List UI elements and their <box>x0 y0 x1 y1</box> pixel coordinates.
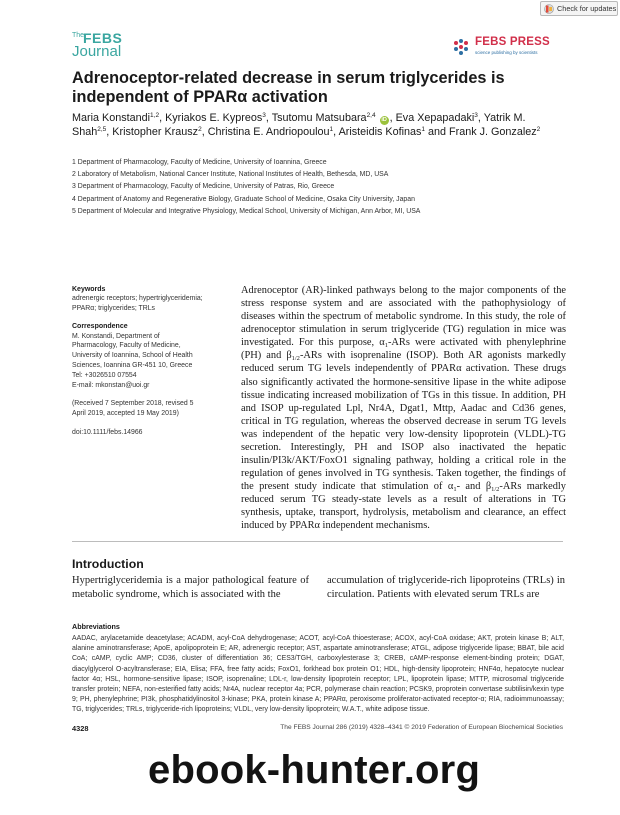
abstract-subscript: 1 <box>384 342 388 350</box>
article-title <box>72 69 562 106</box>
author-affiliation-sup: 3 <box>474 112 478 119</box>
abstract-part: -ARs were activated with phenylephrine (PH) and β <box>241 337 566 362</box>
check-for-updates-button[interactable] <box>540 1 618 16</box>
introduction-column-right: accumulation of triglyceride-rich lipoproteins (TRLs) in circulation. Patients with elevated serum TRLs are <box>327 575 565 600</box>
orcid-icon[interactable]: iD <box>381 117 387 123</box>
febs-journal-logo <box>72 30 144 62</box>
affiliation-item: 1 Department of Pharmacology, Faculty of Medicine, University of Ioannina, Greece <box>72 159 327 166</box>
febs-press-name: FEBS PRESS <box>475 36 550 48</box>
introduction-column-left: Hypertriglyceridemia is a major pathological feature of metabolic syndrome, which is associated with the <box>72 575 309 600</box>
author-affiliation-sup: 2,5 <box>97 126 107 134</box>
title-alpha: α <box>237 87 248 106</box>
author-affiliation-sup: 2 <box>198 126 202 134</box>
check-updates-label: Check for updates <box>557 4 617 13</box>
correspondence-heading: Correspondence <box>72 322 128 330</box>
author-list: Maria Konstandi$^{1,2}$, Kyriakos E. Kypreos$^3$, Tsutomu Matsubara$^{2,4}$ iD , Eva Xepapadaki$^3$, Yatrik M. Shah$^{2,5}$, Kristopher Krausz$^2$, Christina E. Andriopoulou$^1$, Aristeidis Kofinas$^1$ and Frank J. Gonzalez$^2$ <box>72 112 541 139</box>
affiliation-item: 5 Department of Molecular and Integrative Physiology, Medical School, University of Michigan, Ann Arbor, MI, USA <box>72 207 421 215</box>
abstract-subscript: 1/2 <box>491 486 500 494</box>
affiliation-item: 4 Department of Anatomy and Regenerative Biology, Graduate School of Medicine, Osaka City University, Japan <box>72 195 415 203</box>
section-divider <box>72 541 563 542</box>
author-name: Christina E. Andriopoulou <box>207 126 330 139</box>
keywords-heading: Keywords <box>72 286 106 293</box>
title-line2-end: activation <box>247 87 328 106</box>
logo-the: The <box>72 32 85 39</box>
keywords-text: adrenergic receptors; hypertriglyceridemia; PPARα; triglycerides; TRLs <box>72 295 203 312</box>
febs-press-dots-icon <box>452 37 472 57</box>
author-name: Aristeidis Kofinas <box>338 126 422 139</box>
author-affiliation-sup: 1,2 <box>150 112 160 119</box>
correspondence-line: Pharmacology, Faculty of Medicine, <box>72 342 181 350</box>
correspondence-line: Tel: +3026510 07554 <box>72 371 137 379</box>
correspondence-line: M. Konstandi, Department of <box>72 332 160 340</box>
author-affiliation-sup: 1 <box>329 126 334 134</box>
abbreviations-text: AADAC, arylacetamide deacetylase; ACADM, acyl-CoA dehydrogenase; ACOT, acyl-CoA thioesterase; ACOX, acyl-CoA oxidase; AKT, protein kinase B; ALT, alanine aminotransferase; ApoE, apolipoprotein E; AR, adrenergic receptor; AST, aspartate aminotransferase; ATGL, adipose triglyceride lipase; BBAT, bile acid CoA; cAMP, cyclic AMP; CD36, cluster of differentiation 36; CES3/TGH, carboxylesterase 3; CREB, cAMP-response element-binding protein; DGAT, diacylglycerol O-acyltransferase; EIA, Elisa; FFA, free fatty acids; FoxO1, forkhead box protein O1; HDL, high-density lipoprotein; HNF4α, hepatocyte nuclear factor 4α; HSL, hormone-sensitive lipase; ISOP, isoprenaline; LDL-r, low-density lipoprotein receptor; LPL, lipoprotein lipase; MTTP, microsomal triglyceride transfer protein; NEFA, non-esterified fatty acids; Nr4A, nuclear receptor 4a; PCR, polymerase chain reaction; PCSK9, proprotein convertase subtilisin/kexin type 9; PH, phenylephrine; PI3k, phosphatidylinositol 3-kinase; PKA, protein kinase A; PPARα, peroxisome proliferator-activated receptor-α; RIA, radioimmunoassay; TG, triglycerides; TRLs, triglyceride-rich lipoproteins; VLDL, very low-density lipoprotein; W.A.T., white adipose tissue. <box>72 635 564 714</box>
author-name: Maria Konstandi <box>72 112 151 124</box>
author-name: Tsutomu Matsubara <box>271 112 367 124</box>
febs-press-logo <box>452 36 562 60</box>
abstract-part: Adrenoceptor (AR)-linked pathways belong to the major components of the stress response system and are associated with the pathophysiology of diseases within the spectrum of metabolic syndrome. In this study, the role of adrenoceptor stimulation in serum triglyceride (TG) regulation in mice was investigated. For this purpose, α <box>241 285 566 349</box>
abstract-subscript: 1/2 <box>291 355 300 363</box>
author-name: Frank J. Gonzalez <box>449 126 537 139</box>
watermark: ebook-hunter.org <box>148 748 481 792</box>
title-line2: independent of PPAR <box>72 87 238 106</box>
affiliation-item: 3 Department of Pharmacology, Faculty of Medicine, University of Patras, Rio, Greece <box>72 183 335 191</box>
received-dates <box>72 399 222 419</box>
introduction-heading: Introduction <box>72 557 144 571</box>
author-name: Kristopher Krausz <box>112 126 199 139</box>
logo-journal: Journal <box>72 43 122 60</box>
logo-febs: FEBS <box>83 30 123 46</box>
correspondence-line: University of Ioannina, School of Health <box>72 352 193 360</box>
doi-link[interactable]: doi:10.1111/febs.14966 <box>72 428 143 436</box>
author-name: Eva Xepapadaki <box>395 112 475 124</box>
abstract-part: -ARs markedly reduced serum TG steady-state levels as a result of alterations in TG synthesis, uptake, transport, hydrolysis, metabolism and clearance, an effect induced by PPARα independent mechanisms. <box>241 481 566 532</box>
dates-line: April 2019, accepted 19 May 2019) <box>72 410 179 418</box>
author-name: Kyriakos E. Kypreos <box>165 112 263 124</box>
abstract-text <box>241 284 566 532</box>
author-affiliation-sup: 1 <box>421 126 426 134</box>
correspondence-line: Sciences, Ioannina GR-451 10, Greece <box>72 361 193 369</box>
febs-press-tagline: science publishing by scientists <box>475 50 538 55</box>
dates-line: (Received 7 September 2018, revised 5 <box>72 400 194 408</box>
crossmark-icon <box>544 4 554 14</box>
abbreviations-heading: Abbreviations <box>72 622 120 631</box>
affiliation-list <box>72 157 572 218</box>
correspondence-email: E-mail: mkonstan@uoi.gr <box>72 381 150 389</box>
author-affiliation-sup: 3 <box>262 112 266 119</box>
title-line1: Adrenoceptor-related decrease in serum triglycerides is <box>72 69 505 87</box>
author-affiliation-sup: 2 <box>536 126 541 134</box>
article-sidebar <box>72 285 222 438</box>
correspondence-block <box>72 332 222 391</box>
author-affiliation-sup: 2,4 <box>366 112 376 119</box>
abstract-part: -ARs with isoprenaline (ISOP). Both AR agonists markedly reduced serum TG levels independently of PPARα activation. These drugs also significantly activated the hormone-sensitive lipase in the white adipose tissue indicating increased mobilization of TGs in this tissue. In addition, PH and ISOP up-regulated Lpl, Nr4A, Dgat1, Mttp, Aadac and Cd36 genes, critical in TG regulation, whereas the observed decrease in serum TG levels was independent of the hepatic very low-density lipoprotein (VLDL)-TG secretion. Interestingly, PH and ISOP also inactivated the hepatic insulin/PI3k/AKT/FoxO1 signaling pathway, holding a critical role in the regulation of genes involved in TG synthesis. Taken together, the findings of the present study indicate that stimulation of α <box>241 350 566 493</box>
author-name: Yatrik M. Shah <box>72 112 526 139</box>
abstract-subscript: 1 <box>453 486 457 494</box>
footer-citation: The FEBS Journal 286 (2019) 4328–4341 © 2019 Federation of European Biochemical Societies <box>280 724 563 731</box>
abstract-part: - and β <box>456 481 492 493</box>
affiliation-item: 2 Laboratory of Metabolism, National Cancer Institute, National Institutes of Health, Bethesda, MD, USA <box>72 171 389 179</box>
page-number: 4328 <box>72 724 89 733</box>
